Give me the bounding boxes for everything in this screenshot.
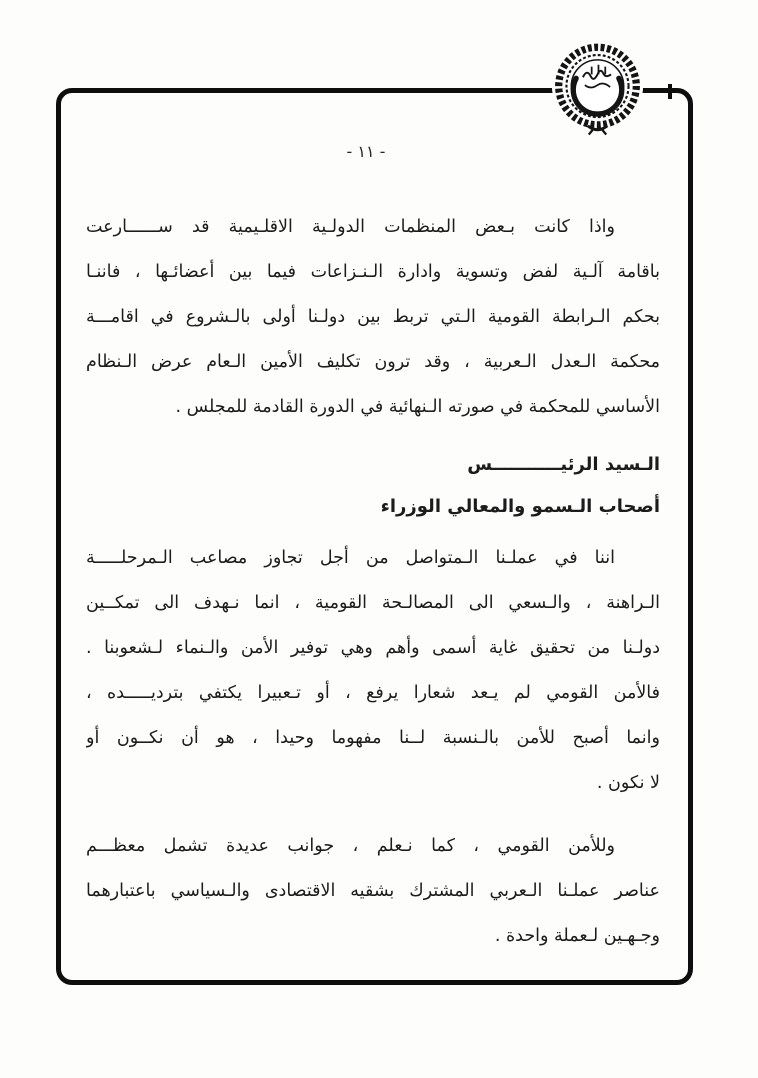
paragraph-line: الأساسي للمحكمة في صورته الـنهائية في الدورة القادمة للمجلس .	[175, 397, 660, 417]
paragraph-2	[86, 536, 660, 806]
arab-league-emblem-icon	[549, 38, 646, 138]
paragraph-1	[86, 205, 660, 430]
paragraph-line: باقامة آلـية لفض وتسوية وادارة الـنـزاعات فيما بين أعضائـها ، فاننـا	[86, 262, 660, 282]
paragraph-line: واذا كانت بـعض المنظمات الدولـية الاقلـيمية قد ســــــارعت	[86, 217, 615, 237]
paragraph-line: بحكم الـرابطة القومية الـتي تربط بين دولـنا أولى بالـشروع في اقامـــة	[86, 307, 660, 327]
paragraph-line: عناصر عملـنا الـعربي المشترك بشقيه الاقتصادى والـسياسي باعتبارهما	[86, 881, 660, 901]
paragraph-line: دولـنا من تحقيق غاية أسمى وأهم وهي توفير الأمن والـنماء لـشعوبنا .	[86, 638, 660, 658]
heading-audience: أصحاب الـسمو والمعالي الوزراء	[380, 496, 660, 517]
heading-president: الـسيد الرئيـــــــــــس	[467, 454, 660, 475]
frame-tick-mark	[668, 84, 672, 99]
paragraph-line: اننا في عملـنا الـمتواصل من أجل تجاوز مصاعب الـمرحلـــــة	[86, 548, 615, 568]
paragraph-line: وجـهـين لـعملة واحدة .	[494, 926, 660, 946]
paragraph-3	[86, 824, 660, 959]
paragraph-line: محكمة الـعدل الـعربية ، وقد ترون تكليف الأمين الـعام عرض الـنظام	[86, 352, 660, 372]
paragraph-line: وانما أصبح للأمن بالـنسبة لــنا مفهوما وحيدا ، هو أن نكــون أو	[86, 728, 660, 748]
paragraph-line: لا نكون .	[596, 773, 660, 793]
page-number: - ١١ -	[346, 142, 386, 161]
paragraph-line: فالأمن القومي لم يـعد شعارا يرفع ، أو تـعبيرا يكتفي بترديـــــده ،	[86, 683, 660, 703]
paragraph-line: الـراهنة ، والـسعي الى المصالـحة القومية ، انما نـهدف الى تمكــين	[86, 593, 660, 613]
letter-body	[86, 205, 660, 959]
paragraph-line: وللأمن القومي ، كما نـعلم ، جوانب عديدة تشمل معظـــم	[86, 836, 615, 856]
